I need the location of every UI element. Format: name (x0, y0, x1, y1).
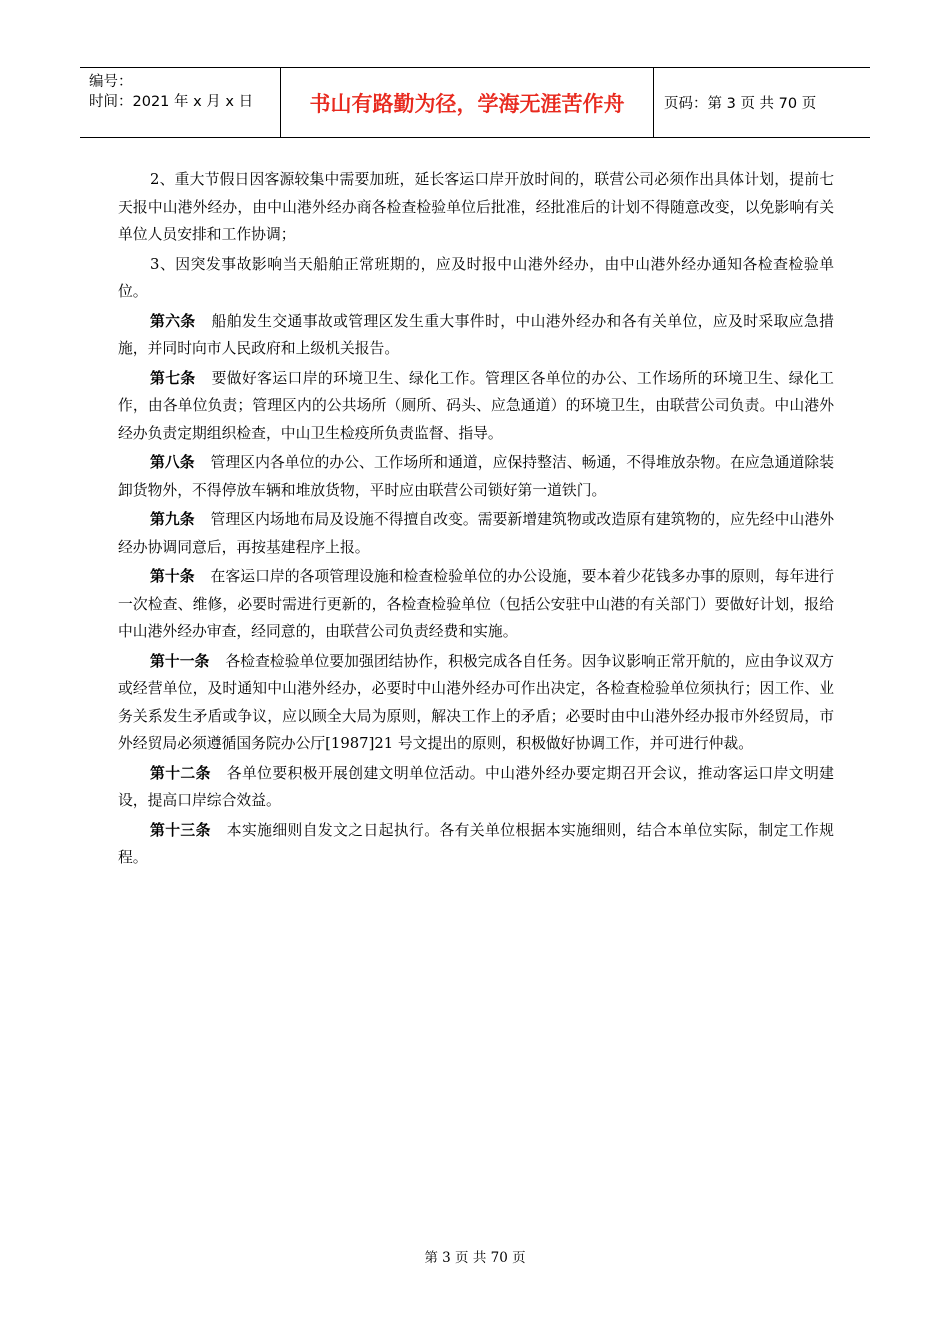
paragraph-text: 各单位要积极开展创建文明单位活动。中山港外经办要定期召开会议，推动客运口岸文明建设，提高口岸综合效益。 (118, 764, 834, 809)
article-number: 第九条 (150, 511, 195, 528)
paragraph-text: 2、重大节假日因客源较集中需要加班，延长客运口岸开放时间的，联营公司必须作出具体计划，提前七天报中山港外经办，由中山港外经办商各检查检验单位后批准，经批准后的计划不得随意改变，以免影响有关单位人员安排和工作协调； (118, 171, 834, 243)
header-page-label: 页码：第 3 页 共 70 页 (664, 96, 817, 112)
paragraph (118, 251, 834, 306)
paragraph-text: 管理区内场地布局及设施不得擅自改变。需要新增建筑物或改造原有建筑物的，应先经中山港外经办协调同意后，再按基建程序上报。 (118, 511, 834, 556)
paragraph (118, 308, 834, 363)
document-number-label: 编号： (89, 74, 133, 90)
paragraph-text: 在客运口岸的各项管理设施和检查检验单位的办公设施，要本着少花钱多办事的原则，每年进行一次检查、维修，必要时需进行更新的，各检查检验单位（包括公安驻中山港的有关部门）要做好计划，报给中山港外经办审查，经同意的，由联营公司负责经费和实施。 (118, 568, 834, 640)
paragraph (118, 760, 834, 815)
paragraph (118, 166, 834, 249)
article-number: 第十一条 (150, 652, 210, 670)
paragraph (118, 648, 834, 758)
paragraph-text: 管理区内各单位的办公、工作场所和通道，应保持整洁、畅通，不得堆放杂物。在应急通道除装卸货物外，不得停放车辆和堆放货物，平时应由联营公司锁好第一道铁门。 (118, 454, 834, 499)
paragraph-text: 各检查检验单位要加强团结协作，积极完成各自任务。因争议影响正常开航的，应由争议双方或经营单位，及时通知中山港外经办，必要时中山港外经办可作出决定，各检查检验单位须执行；因工作、业务关系发生矛盾或争议，应以顾全大局为原则，解决工作上的矛盾；必要时由中山港外经办报市外经贸局，市外经贸局必须遵循国务院办公厅[1987]21 号文提出的原则，积极做好协调工作，并可进行仲裁。 (118, 652, 834, 752)
page-footer: 第 3 页 共 70 页 (424, 1250, 526, 1266)
paragraph (118, 365, 834, 448)
header-motto: 书山有路勤为径，学海无涯苦作舟 (281, 68, 654, 137)
paragraph (118, 506, 834, 561)
article-number: 第十三条 (150, 821, 211, 839)
paragraph-text: 船舶发生交通事故或管理区发生重大事件时，中山港外经办和各有关单位，应及时采取应急措施，并同时向市人民政府和上级机关报告。 (118, 312, 834, 357)
article-number: 第八条 (150, 454, 195, 471)
article-number: 第十二条 (150, 764, 211, 782)
paragraph-text: 3、因突发事故影响当天船舶正常班期的，应及时报中山港外经办，由中山港外经办通知各检查检验单位。 (118, 255, 834, 300)
article-number: 第十条 (150, 568, 195, 585)
document-time-label: 时间：2021 年 x 月 x 日 (89, 94, 254, 110)
document-body (118, 166, 834, 872)
paragraph-text: 要做好客运口岸的环境卫生、绿化工作。管理区各单位的办公、工作场所的环境卫生、绿化工作，由各单位负责；管理区内的公共场所（厕所、码头、应急通道）的环境卫生，由联营公司负责。中山港外经办负责定期组织检查，中山卫生检疫所负责监督、指导。 (118, 369, 834, 442)
header-meta (80, 68, 281, 137)
paragraph-text: 本实施细则自发文之日起执行。各有关单位根据本实施细则，结合本单位实际，制定工作规程。 (118, 821, 834, 866)
paragraph (118, 563, 834, 646)
page-header (80, 67, 870, 138)
article-number: 第七条 (150, 369, 196, 387)
paragraph (118, 449, 834, 504)
paragraph (118, 817, 834, 872)
article-number: 第六条 (150, 312, 196, 330)
